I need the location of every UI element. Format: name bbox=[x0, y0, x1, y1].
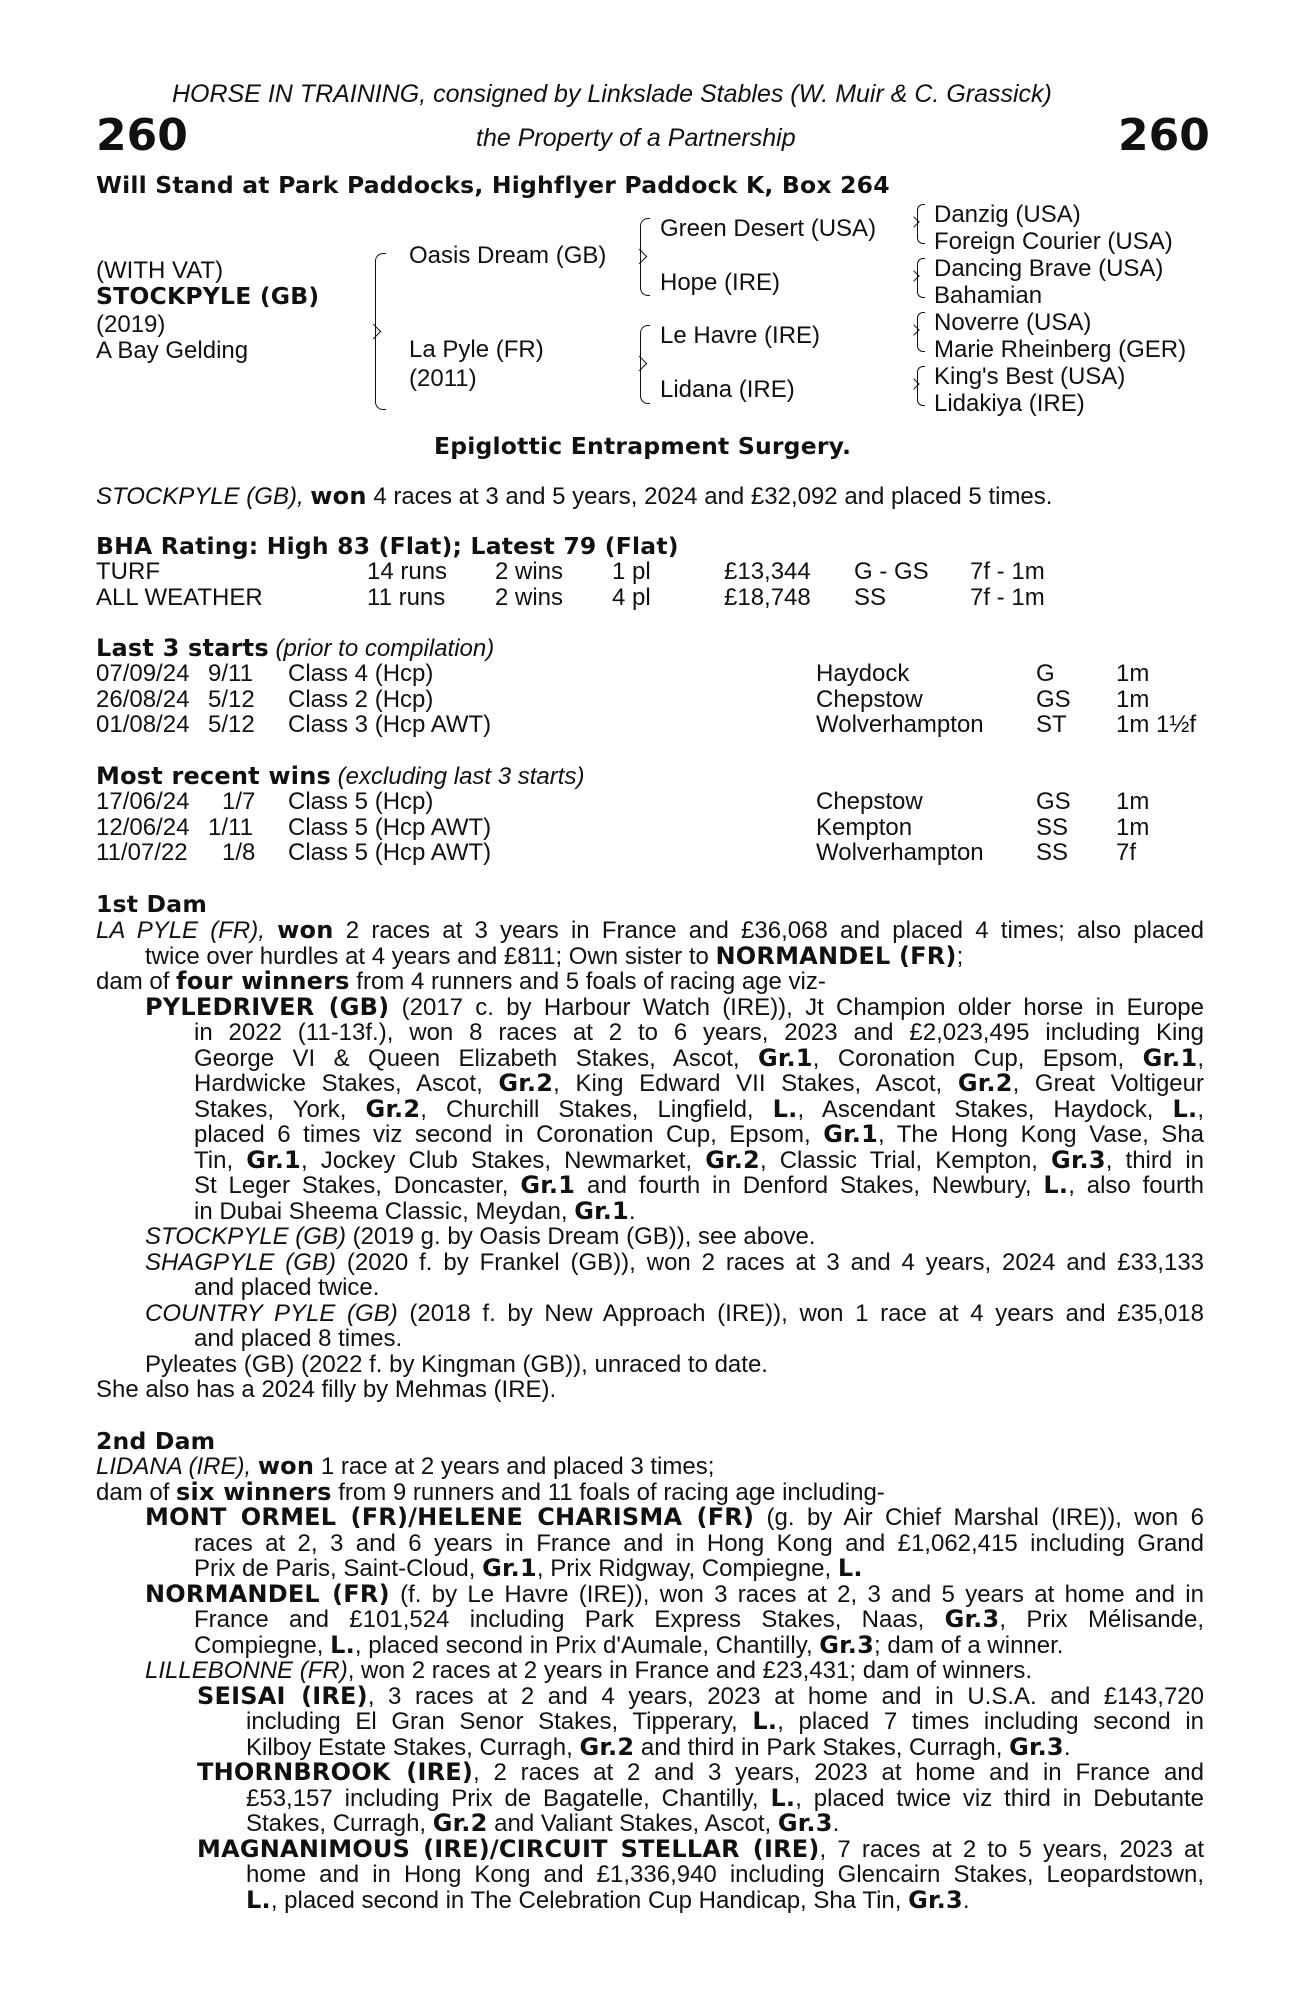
progeny-text: (g. by Air Chief Marshal (IRE)), won 6 bbox=[766, 1504, 1205, 1531]
progeny-name: SHAGPYLE (GB) bbox=[145, 1248, 336, 1276]
progeny-pyleates bbox=[96, 1352, 1204, 1378]
progeny-line bbox=[145, 1224, 1204, 1250]
progeny-shagpyle bbox=[96, 1250, 1204, 1301]
pedigree-bracket-g2 bbox=[917, 258, 925, 298]
progeny-text: (2018 f. by New Approach (IRE)), won 1 race at 4 years and £35,018 bbox=[409, 1299, 1204, 1327]
progeny-text: , third in bbox=[1105, 1146, 1204, 1174]
first-dam-line-3 bbox=[96, 969, 1204, 995]
progeny-text: , Ascendant Stakes, Haydock, bbox=[797, 1095, 1154, 1123]
first-dam-line-2 bbox=[96, 941, 1204, 970]
progeny-text: , placed second in The Celebration Cup Handicap, Sha Tin, bbox=[270, 1886, 902, 1914]
grade-label: Gr.3 bbox=[819, 1630, 875, 1659]
punctuation: . bbox=[628, 1197, 636, 1225]
ggp-7: King's Best (USA) bbox=[934, 363, 1126, 390]
progeny-text: George VI & Queen Elizabeth Stakes, Ascot, bbox=[194, 1044, 740, 1072]
race-summary bbox=[96, 484, 1052, 510]
win-distance: 7f bbox=[1116, 839, 1137, 866]
progeny-text: , Prix Ridgway, Compiegne, bbox=[536, 1555, 832, 1582]
pedigree-bracket-g1 bbox=[917, 204, 925, 244]
property-line: the Property of a Partnership bbox=[476, 124, 796, 152]
start-date: 26/08/24 bbox=[96, 686, 190, 713]
ggp-4: Bahamian bbox=[934, 282, 1043, 309]
listed-label: L. bbox=[770, 1783, 796, 1812]
grade-label: Gr.1 bbox=[574, 1196, 629, 1225]
progeny-name: MONT ORMEL (FR)/HELENE CHARISMA (FR) bbox=[145, 1503, 755, 1531]
listed-label: L. bbox=[330, 1630, 355, 1659]
progeny-text: , Prix Mélisande, bbox=[999, 1606, 1205, 1633]
progeny-line bbox=[145, 1301, 1204, 1327]
progeny-line bbox=[145, 1505, 1204, 1531]
punctuation: . bbox=[962, 1886, 970, 1914]
progeny-text: , placed 7 times including second in bbox=[777, 1708, 1205, 1735]
progeny-line bbox=[197, 1760, 1204, 1786]
progeny-text: Compiegne, bbox=[194, 1631, 324, 1659]
lot-number-left: 260 bbox=[96, 110, 188, 161]
dam-record-text: twice over hurdles at 4 years and £811; Own sister to bbox=[145, 942, 709, 970]
progeny-line bbox=[246, 1709, 1204, 1735]
progeny-text: ; dam of a winner. bbox=[874, 1631, 1064, 1659]
rating-distance: 7f - 1m bbox=[970, 558, 1045, 585]
progeny-text: St Leger Stakes, Doncaster, bbox=[194, 1172, 509, 1199]
progeny-text: and third in Park Stakes, Curragh, bbox=[640, 1733, 1003, 1761]
progeny-seisai bbox=[96, 1681, 1205, 1761]
start-course: Wolverhampton bbox=[816, 711, 984, 738]
progeny-line bbox=[145, 1250, 1204, 1276]
progeny-text: (f. by Le Havre (IRE)), won 3 races at 2, 3 and 5 years at home and in bbox=[400, 1580, 1204, 1608]
win-going: SS bbox=[1036, 814, 1069, 841]
progeny-text: including El Gran Senor Stakes, Tipperary, bbox=[246, 1708, 738, 1735]
rating-wins: 2 wins bbox=[495, 584, 564, 611]
dam-dam-name: Lidana (IRE) bbox=[660, 376, 795, 403]
sire-sire-name: Green Desert (USA) bbox=[660, 215, 877, 242]
first-dam-line-1 bbox=[96, 918, 1204, 944]
first-dam-heading: 1st Dam bbox=[96, 890, 208, 918]
grade-label: Gr.1 bbox=[1142, 1043, 1198, 1072]
grade-label: Gr.3 bbox=[908, 1885, 963, 1914]
ggp-2: Foreign Courier (USA) bbox=[934, 228, 1173, 255]
dam-record-text: 1 race at 2 years and placed 3 times; bbox=[320, 1453, 715, 1480]
start-distance: 1m bbox=[1116, 686, 1150, 713]
dam-of-text: dam of bbox=[96, 968, 170, 995]
recent-wins-subtitle: (excluding last 3 starts) bbox=[337, 763, 585, 790]
progeny-magnanimous bbox=[96, 1834, 1205, 1914]
start-date: 07/09/24 bbox=[96, 660, 190, 687]
rating-surface: ALL WEATHER bbox=[96, 584, 263, 611]
last-starts-subtitle: (prior to compilation) bbox=[275, 635, 495, 662]
start-class: Class 3 (Hcp AWT) bbox=[288, 711, 492, 738]
progeny-text: , 3 races at 2 and 4 years, 2023 at home and in U.S.A. and £143,720 bbox=[367, 1682, 1204, 1710]
winners-count: six winners bbox=[176, 1477, 332, 1506]
summary-won: won bbox=[310, 482, 367, 510]
progeny-line bbox=[194, 1556, 1204, 1582]
listed-label: L. bbox=[752, 1707, 778, 1735]
progeny-text: , Great Voltigeur bbox=[1012, 1070, 1204, 1097]
first-dam-also-line: She also has a 2024 filly by Mehmas (IRE). bbox=[96, 1376, 557, 1403]
win-position: 1/8 bbox=[222, 839, 256, 866]
progeny-line bbox=[194, 1607, 1204, 1633]
progeny-name: LILLEBONNE (FR) bbox=[145, 1657, 348, 1684]
win-class: Class 5 (Hcp AWT) bbox=[288, 814, 492, 841]
progeny-line bbox=[194, 1173, 1204, 1199]
dam-sire-name: Le Havre (IRE) bbox=[660, 322, 821, 349]
progeny-text: Kilboy Estate Stakes, Curragh, bbox=[246, 1733, 573, 1761]
start-distance: 1m 1½f bbox=[1116, 711, 1197, 738]
consignor-line: HORSE IN TRAINING, consigned by Linkslade Stables (W. Muir & C. Grassick) bbox=[172, 80, 1052, 108]
win-date: 12/06/24 bbox=[96, 814, 190, 841]
start-distance: 1m bbox=[1116, 660, 1150, 687]
progeny-name: STOCKPYLE (GB) bbox=[145, 1223, 346, 1250]
progeny-text: Prix de Paris, Saint-Cloud, bbox=[194, 1555, 476, 1582]
progeny-text: (2020 f. by Frankel (GB)), won 2 races at 3 and 4 years, 2024 and £33,133 bbox=[346, 1248, 1205, 1276]
dam-name-text: LIDANA (IRE), bbox=[96, 1453, 252, 1480]
progeny-text: , King Edward VII Stakes, Ascot, bbox=[553, 1070, 943, 1097]
pedigree-bracket-g4 bbox=[917, 366, 925, 406]
progeny-line bbox=[197, 1834, 1205, 1863]
progeny-line: home and in Hong Kong and £1,336,940 including Glencairn Stakes, Leopardstown, bbox=[246, 1861, 1204, 1888]
ggp-1: Danzig (USA) bbox=[934, 201, 1081, 228]
second-dam-heading: 2nd Dam bbox=[96, 1427, 216, 1455]
recent-wins-title: Most recent wins bbox=[96, 762, 331, 790]
last-starts-heading bbox=[96, 636, 494, 662]
progeny-normandel bbox=[96, 1579, 1205, 1659]
ggp-6: Marie Rheinberg (GER) bbox=[934, 336, 1187, 363]
win-distance: 1m bbox=[1116, 814, 1150, 841]
winners-count: four winners bbox=[176, 967, 350, 995]
foals-text: from 4 runners and 5 foals of racing age viz- bbox=[356, 968, 826, 995]
progeny-text: in Dubai Sheema Classic, Meydan, bbox=[194, 1197, 568, 1225]
grade-label: Gr.1 bbox=[482, 1554, 537, 1582]
dam-record-text: 2 races at 3 years in France and £36,068 and placed 4 times; also placed bbox=[345, 917, 1205, 944]
progeny-text: and fourth in Denford Stakes, Newbury, bbox=[586, 1172, 1032, 1199]
second-dam-line-1 bbox=[96, 1454, 1204, 1480]
progeny-stockpyle bbox=[96, 1224, 1204, 1250]
dam-name-text: LA PYLE (FR), bbox=[96, 917, 265, 944]
progeny-text: Hardwicke Stakes, Ascot, bbox=[194, 1070, 483, 1097]
grade-label: Gr.2 bbox=[365, 1094, 421, 1123]
start-course: Haydock bbox=[816, 660, 910, 687]
rating-runs: 11 runs bbox=[367, 584, 446, 611]
win-distance: 1m bbox=[1116, 788, 1150, 815]
grade-label: Gr.3 bbox=[777, 1809, 833, 1837]
progeny-text: France and £101,524 including Park Express Stakes, Naas, bbox=[194, 1606, 925, 1633]
progeny-line: and placed twice. bbox=[194, 1274, 380, 1301]
win-class: Class 5 (Hcp) bbox=[288, 788, 434, 815]
grade-label: Gr.3 bbox=[1009, 1732, 1064, 1761]
start-position: 9/11 bbox=[208, 660, 253, 687]
progeny-text: Stakes, York, bbox=[194, 1095, 347, 1123]
grade-label: Gr.3 bbox=[944, 1605, 1000, 1633]
sire-name: Oasis Dream (GB) bbox=[409, 242, 607, 269]
lot-number-right: 260 bbox=[1118, 110, 1210, 161]
summary-horse-name: STOCKPYLE (GB), bbox=[96, 483, 304, 510]
progeny-line: Pyleates (GB) (2022 f. by Kingman (GB)), unraced to date. bbox=[145, 1350, 768, 1378]
progeny-line: in 2022 (11-13f.), won 8 races at 2 to 6 years, 2023 and £2,023,495 including King bbox=[194, 1019, 1204, 1046]
listed-label: L. bbox=[1172, 1094, 1198, 1123]
dam-year: (2011) bbox=[409, 365, 477, 392]
progeny-text: , Classic Trial, Kempton, bbox=[759, 1146, 1038, 1174]
progeny-line bbox=[246, 1885, 1204, 1914]
horse-year: (2019) bbox=[96, 311, 166, 338]
progeny-line bbox=[145, 1658, 1204, 1684]
progeny-name: NORMANDEL (FR) bbox=[145, 1579, 390, 1608]
progeny-lillebonne bbox=[96, 1658, 1204, 1684]
progeny-text: placed 6 times viz second in Coronation Cup, Epsom, bbox=[194, 1121, 811, 1148]
grade-label: Gr.3 bbox=[1051, 1145, 1106, 1174]
recent-wins-heading bbox=[96, 764, 584, 790]
start-going: G bbox=[1036, 660, 1055, 687]
progeny-line: and placed 8 times. bbox=[194, 1325, 403, 1352]
progeny-country-pyle bbox=[96, 1301, 1204, 1352]
progeny-text: Tin, bbox=[194, 1146, 234, 1174]
rating-money: £13,344 bbox=[724, 558, 811, 585]
punctuation: ; bbox=[956, 942, 964, 970]
rating-wins: 2 wins bbox=[495, 558, 564, 585]
grade-label: Gr.1 bbox=[823, 1120, 878, 1148]
grade-label: Gr.1 bbox=[757, 1043, 813, 1072]
second-dam-line-2 bbox=[96, 1477, 1204, 1506]
win-position: 1/11 bbox=[208, 814, 253, 841]
surgery-note: Epiglottic Entrapment Surgery. bbox=[434, 432, 852, 460]
grade-label: Gr.1 bbox=[520, 1171, 576, 1199]
progeny-text: , Coronation Cup, Epsom, bbox=[812, 1044, 1125, 1072]
progeny-text: (2019 g. by Oasis Dream (GB)), see above. bbox=[352, 1223, 816, 1250]
progeny-name: THORNBROOK (IRE) bbox=[197, 1758, 474, 1786]
rating-money: £18,748 bbox=[724, 584, 811, 611]
win-course: Chepstow bbox=[816, 788, 923, 815]
start-class: Class 2 (Hcp) bbox=[288, 686, 434, 713]
grade-label: Gr.2 bbox=[705, 1145, 760, 1174]
progeny-line bbox=[145, 992, 1204, 1021]
win-course: Wolverhampton bbox=[816, 839, 984, 866]
listed-label: L. bbox=[772, 1094, 798, 1123]
summary-text: 4 races at 3 and 5 years, 2024 and £32,092 and placed 5 times. bbox=[373, 483, 1053, 510]
rating-going: SS bbox=[854, 584, 887, 611]
rating-distance: 7f - 1m bbox=[970, 584, 1045, 611]
win-position: 1/7 bbox=[222, 788, 256, 815]
sire-dam-name: Hope (IRE) bbox=[660, 269, 781, 296]
ggp-3: Dancing Brave (USA) bbox=[934, 255, 1164, 282]
progeny-text: , also fourth bbox=[1068, 1172, 1205, 1199]
punctuation: . bbox=[1063, 1733, 1071, 1761]
win-date: 17/06/24 bbox=[96, 788, 190, 815]
progeny-line: races at 2, 3 and 6 years in France and in Hong Kong and £1,062,415 including Grand bbox=[194, 1529, 1204, 1557]
start-date: 01/08/24 bbox=[96, 711, 190, 738]
ggp-5: Noverre (USA) bbox=[934, 309, 1092, 336]
start-position: 5/12 bbox=[208, 686, 255, 713]
start-position: 5/12 bbox=[208, 711, 255, 738]
progeny-pyledriver bbox=[96, 992, 1205, 1225]
grade-label: Gr.2 bbox=[957, 1069, 1013, 1097]
last-starts-title: Last 3 starts bbox=[96, 634, 269, 662]
grade-label: Gr.2 bbox=[432, 1809, 488, 1837]
won-label: won bbox=[257, 1452, 315, 1480]
second-dam-section bbox=[96, 1454, 1204, 1913]
progeny-text: (2017 c. by Harbour Watch (IRE)), Jt Champion older horse in Europe bbox=[401, 993, 1204, 1021]
rating-surface: TURF bbox=[96, 558, 160, 585]
punctuation: . bbox=[832, 1810, 840, 1837]
progeny-text: Stakes, Curragh, bbox=[246, 1810, 427, 1837]
grade-label: Gr.1 bbox=[246, 1145, 301, 1174]
progeny-line bbox=[194, 1196, 1204, 1225]
won-label: won bbox=[277, 916, 334, 944]
progeny-text: , Churchill Stakes, Lingfield, bbox=[420, 1095, 754, 1123]
dam-of-text: dam of bbox=[96, 1478, 170, 1506]
start-going: ST bbox=[1036, 711, 1067, 738]
progeny-text: , The Hong Kong Vase, Sha bbox=[877, 1121, 1205, 1148]
progeny-name: MAGNANIMOUS (IRE)/CIRCUIT STELLAR (IRE) bbox=[197, 1834, 820, 1863]
dam-name: La Pyle (FR) bbox=[409, 336, 544, 363]
listed-label: L. bbox=[246, 1885, 271, 1914]
progeny-text: , won 2 races at 2 years in France and £23,431; dam of winners. bbox=[347, 1657, 1033, 1684]
rating-placed: 4 pl bbox=[612, 584, 651, 611]
horse-description: A Bay Gelding bbox=[96, 337, 249, 364]
horse-name: STOCKPYLE (GB) bbox=[96, 282, 320, 310]
rating-going: G - GS bbox=[854, 558, 929, 585]
listed-label: L. bbox=[837, 1554, 863, 1582]
start-course: Chepstow bbox=[816, 686, 923, 713]
progeny-line bbox=[246, 1783, 1205, 1812]
rating-placed: 1 pl bbox=[612, 558, 651, 585]
rating-runs: 14 runs bbox=[367, 558, 448, 585]
progeny-text: £53,157 including Prix de Bagatelle, Chantilly, bbox=[246, 1784, 759, 1812]
progeny-text: , 7 races at 2 to 5 years, 2023 at bbox=[819, 1835, 1205, 1863]
progeny-name: PYLEDRIVER (GB) bbox=[145, 992, 390, 1021]
progeny-line: George VI & Queen Elizabeth Stakes, Ascot, Gr.1, Coronation Cup, Epsom, Gr.1, bbox=[194, 1043, 1205, 1072]
stand-line: Will Stand at Park Paddocks, Highflyer Paddock K, Box 264 bbox=[96, 171, 890, 199]
progeny-text: , Jockey Club Stakes, Newmarket, bbox=[300, 1146, 693, 1174]
progeny-line bbox=[194, 1122, 1204, 1148]
progeny-name: SEISAI (IRE) bbox=[197, 1681, 368, 1710]
bha-rating-heading: BHA Rating: High 83 (Flat); Latest 79 (Flat) bbox=[96, 532, 679, 560]
progeny-name: COUNTRY PYLE (GB) bbox=[145, 1299, 398, 1327]
progeny-line bbox=[194, 1071, 1204, 1097]
start-going: GS bbox=[1036, 686, 1071, 713]
progeny-mont-ormel bbox=[96, 1505, 1204, 1582]
grade-label: Gr.2 bbox=[579, 1732, 635, 1761]
progeny-line bbox=[197, 1681, 1204, 1710]
foals-text: from 9 runners and 11 foals of racing age including- bbox=[338, 1478, 885, 1506]
progeny-line bbox=[246, 1732, 1204, 1761]
progeny-line bbox=[246, 1811, 1204, 1837]
sister-name: NORMANDEL (FR) bbox=[715, 941, 957, 970]
listed-label: L. bbox=[1043, 1171, 1069, 1199]
pedigree-bracket-g3 bbox=[917, 312, 925, 352]
progeny-line bbox=[145, 1579, 1204, 1608]
progeny-text: , 2 races at 2 and 3 years, 2023 at home and in France and bbox=[473, 1759, 1204, 1786]
progeny-text: , placed twice viz third in Debutante bbox=[795, 1784, 1205, 1812]
progeny-line: Stakes, York, Gr.2, Churchill Stakes, Lingfield, L., Ascendant Stakes, Haydock, L., bbox=[194, 1094, 1205, 1123]
win-going: GS bbox=[1036, 788, 1071, 815]
vat-label: (WITH VAT) bbox=[96, 257, 224, 284]
win-class: Class 5 (Hcp AWT) bbox=[288, 839, 492, 866]
progeny-line bbox=[194, 1145, 1204, 1174]
first-dam-section bbox=[96, 918, 1204, 1403]
win-date: 11/07/22 bbox=[96, 839, 188, 866]
progeny-text: , placed second in Prix d'Aumale, Chantilly, bbox=[354, 1631, 813, 1659]
progeny-line bbox=[194, 1630, 1204, 1659]
win-going: SS bbox=[1036, 839, 1069, 866]
ggp-8: Lidakiya (IRE) bbox=[934, 390, 1085, 417]
start-class: Class 4 (Hcp) bbox=[288, 660, 434, 687]
win-course: Kempton bbox=[816, 814, 913, 841]
progeny-text: and Valiant Stakes, Ascot, bbox=[494, 1810, 772, 1837]
grade-label: Gr.2 bbox=[498, 1069, 554, 1097]
progeny-thornbrook bbox=[96, 1760, 1204, 1837]
